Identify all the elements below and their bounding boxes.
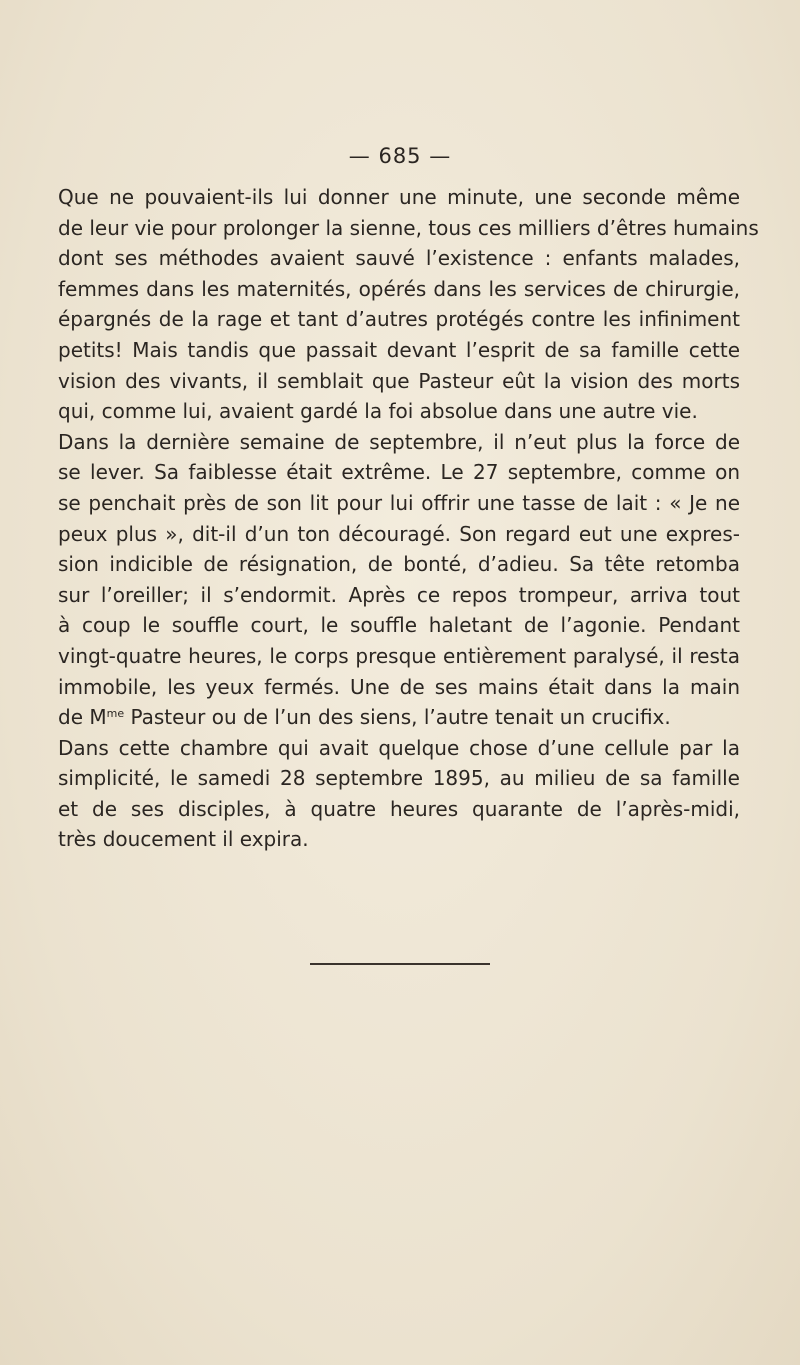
body-text (58, 182, 759, 855)
text-line: de leur vie pour prolonger la sienne, tous ces milliers d’êtres humains (58, 215, 759, 240)
text-line: qui, comme lui, avaient gardé la foi absolue dans une autre vie. (58, 399, 698, 424)
text-line: simplicité, le samedi 28 septembre 1895, au milieu de sa famille (58, 766, 740, 791)
text-line: sion indicible de résignation, de bonté, d’adieu. Sa tête retomba (58, 552, 740, 577)
text-line: petits! Mais tandis que passait devant l’esprit de sa famille cette (58, 337, 740, 362)
text-line-mme (58, 702, 740, 733)
page-number: — 685 — (348, 144, 452, 168)
text-line: vision des vivants, il semblait que Pasteur eût la vision des morts (58, 368, 740, 393)
text-line: femmes dans les maternités, opérés dans les services de chirurgie, (58, 276, 740, 301)
superscript-me: me (106, 707, 125, 721)
text-line: à coup le souffle court, le souffle haletant de l’agonie. Pendant (58, 613, 740, 638)
text-line: se penchait près de son lit pour lui offrir une tasse de lait : « Je ne (58, 490, 740, 515)
text-line: et de ses disciples, à quatre heures quarante de l’après-midi, (58, 796, 740, 821)
text-line: épargnés de la rage et tant d’autres protégés contre les infiniment (58, 307, 740, 332)
text-line: se lever. Sa faiblesse était extrême. Le 27 septembre, comme on (58, 460, 740, 485)
text-fragment: Pasteur ou de l’un des siens, l’autre tenait un crucifix. (124, 705, 671, 730)
text-line: sur l’oreiller; il s’endormit. Après ce repos trompeur, arriva tout (58, 582, 740, 607)
text-line: dont ses méthodes avaient sauvé l’existence : enfants malades, (58, 246, 740, 271)
text-line: peux plus », dit-il d’un ton découragé. Son regard eut une expres- (58, 521, 740, 546)
end-rule-divider (310, 963, 490, 965)
text-line: Que ne pouvaient-ils lui donner une minute, une seconde même (58, 185, 740, 209)
text-line: vingt-quatre heures, le corps presque entièrement paralysé, il resta (58, 643, 740, 668)
text-line: Dans la dernière semaine de septembre, il n’eut plus la force de (58, 429, 740, 454)
text-line: très doucement il expira. (58, 827, 309, 852)
text-fragment: de M (58, 705, 107, 730)
text-line: Dans cette chambre qui avait quelque chose d’une cellule par la (58, 735, 740, 760)
text-line: immobile, les yeux fermés. Une de ses mains était dans la main (58, 674, 740, 699)
